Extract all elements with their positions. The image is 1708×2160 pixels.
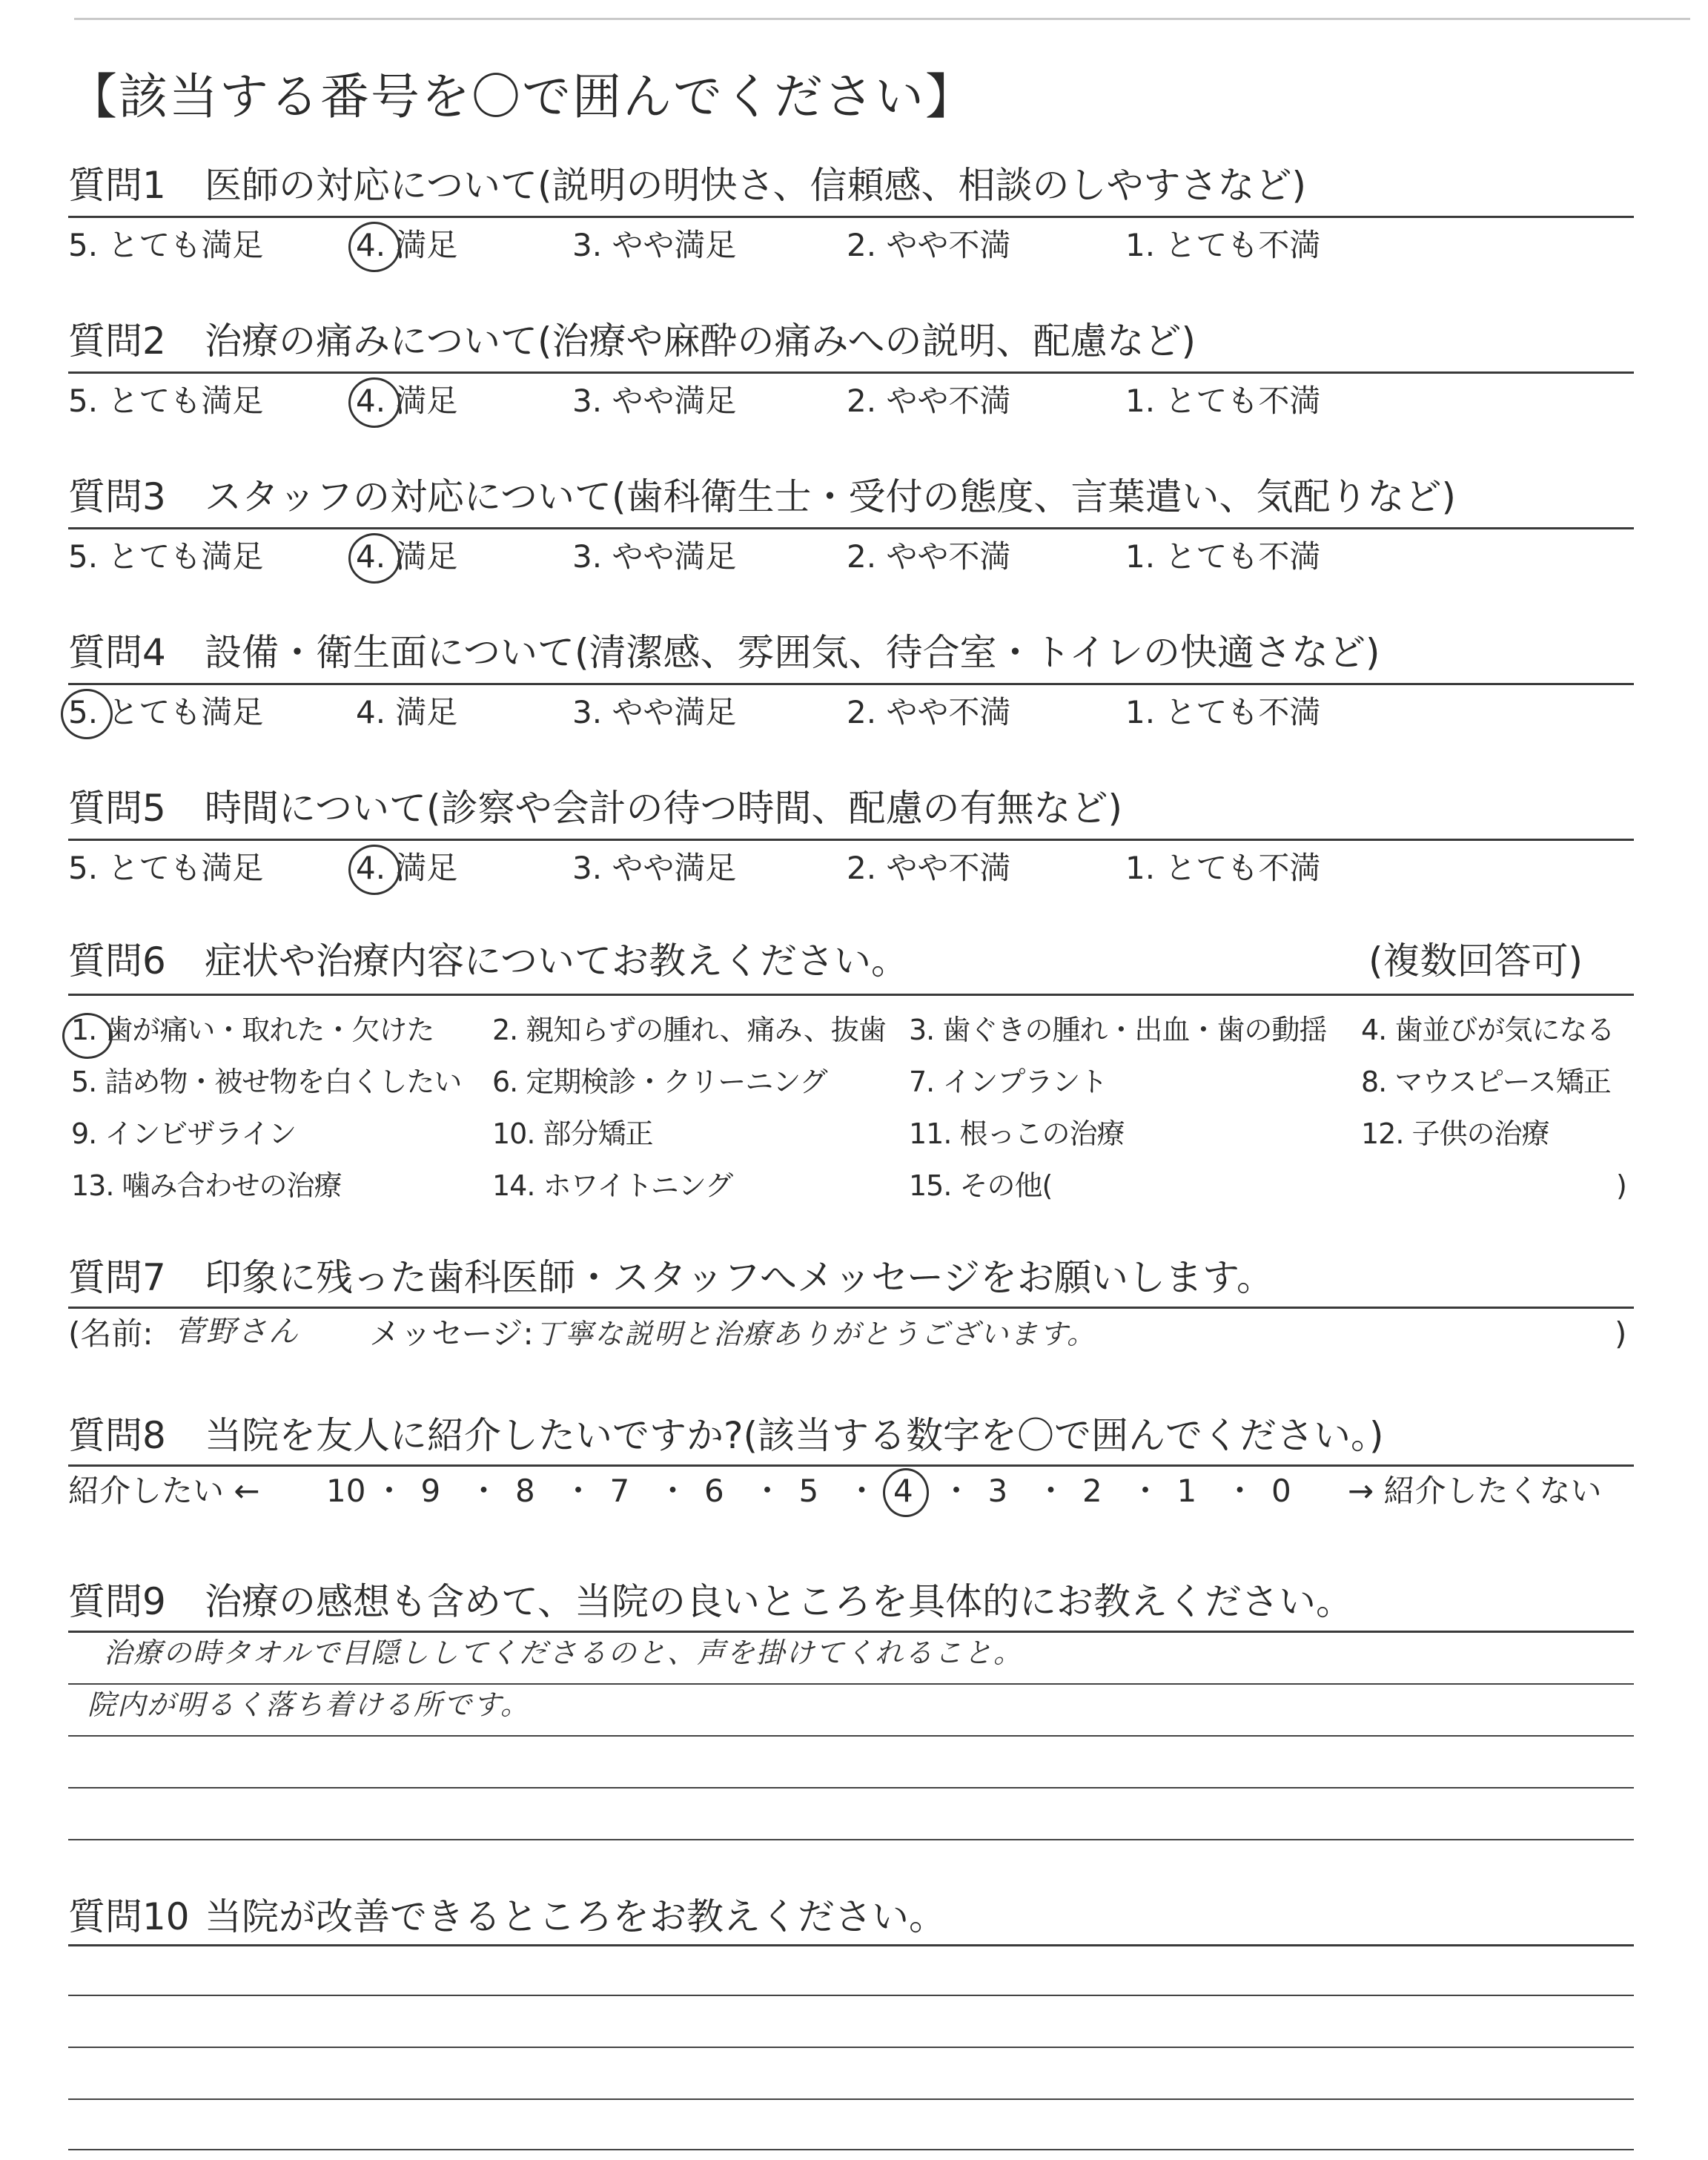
rating-option: 4. 満足 (356, 538, 458, 575)
symptom-option: 4. 歯並びが気になる (1361, 1014, 1615, 1046)
symptom-option: 8. マウスピース矯正 (1361, 1066, 1611, 1098)
answer-line-2: 院内が明るく落ち着ける所です。 (87, 1688, 530, 1721)
question-4-rule (68, 683, 1634, 685)
question-9-text: 治療の感想も含めて、当院の良いところを具体的にお教えください。 (205, 1580, 1353, 1623)
question-10-text: 当院が改善できるところをお教えください。 (205, 1895, 946, 1938)
scale-number: 2 (1082, 1473, 1102, 1509)
writing-line (68, 1839, 1634, 1840)
question-5-text: 時間について(診察や会計の待つ時間、配慮の有無など) (205, 787, 1123, 830)
question-10-rule (68, 1944, 1634, 1946)
scale-number: 4 (893, 1473, 913, 1509)
page-top-border (74, 18, 1690, 20)
question-3-rule (68, 527, 1634, 529)
rating-option: 3. やや満足 (572, 383, 737, 419)
question-2-rule (68, 371, 1634, 374)
question-10-label: 質問10 (68, 1895, 190, 1938)
question-5-label: 質問5 (68, 787, 166, 830)
question-7-rule (68, 1307, 1634, 1309)
symptom-option: 13. 噛み合わせの治療 (71, 1169, 342, 1202)
question-5-rule (68, 839, 1634, 841)
symptom-option: 7. インプラント (909, 1066, 1108, 1098)
symptom-option: 6. 定期検診・クリーニング (492, 1066, 827, 1098)
scale-number: 9 (420, 1473, 441, 1509)
rating-option: 4. 満足 (356, 694, 458, 730)
scale-separator: ・ (941, 1473, 973, 1509)
rating-option: 1. とても不満 (1125, 850, 1321, 886)
scale-separator: ・ (468, 1473, 500, 1509)
scale-separator: ・ (563, 1473, 595, 1509)
rating-option: 1. とても不満 (1125, 383, 1321, 419)
question-9-rule (68, 1631, 1634, 1633)
rating-option: 1. とても不満 (1125, 538, 1321, 575)
question-9-label: 質問9 (68, 1580, 166, 1623)
scale-separator: ・ (657, 1473, 689, 1509)
symptom-option: 2. 親知らずの腫れ、痛み、抜歯 (492, 1014, 886, 1046)
scale-number: 10 (326, 1473, 366, 1509)
question-6-text: 症状や治療内容についてお教えください。 (205, 939, 908, 982)
page-title: 【該当する番号を〇で囲んでください】 (68, 68, 976, 125)
writing-line (68, 2098, 1634, 2100)
symptom-option: 15. その他( (909, 1169, 1053, 1202)
symptom-option: 3. 歯ぐきの腫れ・出血・歯の動揺 (909, 1014, 1327, 1046)
question-8-rule (68, 1464, 1634, 1467)
question-6-label: 質問6 (68, 939, 166, 982)
writing-line (68, 1787, 1634, 1789)
rating-option: 5. とても満足 (68, 227, 264, 263)
question-6-rule (68, 994, 1634, 996)
question-7-text: 印象に残った歯科医師・スタッフへメッセージをお願いします。 (205, 1256, 1274, 1299)
recommend-left-label: 紹介したい ← (68, 1473, 260, 1509)
name-handwritten: 菅野さん (175, 1315, 299, 1349)
symptom-option: 14. ホワイトニング (492, 1169, 733, 1202)
rating-option: 3. やや満足 (572, 227, 737, 263)
symptom-option: 1. 歯が痛い・取れた・欠けた (71, 1014, 434, 1046)
scale-number: 1 (1176, 1473, 1197, 1509)
message-handwritten: 丁寧な説明と治療ありがとうございます。 (535, 1318, 1096, 1350)
scale-number: 3 (987, 1473, 1008, 1509)
rating-option: 4. 満足 (356, 383, 458, 419)
rating-option: 2. やや不満 (847, 227, 1011, 263)
rating-option: 3. やや満足 (572, 538, 737, 575)
scale-number: 5 (798, 1473, 819, 1509)
rating-option: 1. とても不満 (1125, 694, 1321, 730)
question-6-note: (複数回答可) (1368, 939, 1583, 982)
symptom-option: 11. 根っこの治療 (909, 1117, 1125, 1150)
message-label: メッセージ: (369, 1315, 534, 1352)
question-3-label: 質問3 (68, 475, 166, 518)
writing-line (68, 1735, 1634, 1737)
recommend-right-label: → 紹介したくない (1348, 1473, 1602, 1509)
writing-line (68, 2149, 1634, 2150)
question-7-label: 質問7 (68, 1256, 166, 1299)
question-4-text: 設備・衛生面について(清潔感、雰囲気、待合室・トイレの快適さなど) (205, 631, 1380, 674)
rating-option: 2. やや不満 (847, 694, 1011, 730)
scale-separator: ・ (1035, 1473, 1067, 1509)
question-8-text: 当院を友人に紹介したいですか?(該当する数字を〇で囲んでください。) (205, 1414, 1384, 1457)
symptom-option: ) (1616, 1169, 1626, 1202)
rating-option: 3. やや満足 (572, 850, 737, 886)
scale-number: 7 (609, 1473, 630, 1509)
question-3-text: スタッフの対応について(歯科衛生士・受付の態度、言葉遣い、気配りなど) (205, 475, 1457, 518)
rating-option: 4. 満足 (356, 850, 458, 886)
rating-option: 2. やや不満 (847, 383, 1011, 419)
rating-option: 1. とても不満 (1125, 227, 1321, 263)
answer-line-1: 治療の時タオルで目隠ししてくださるのと、声を掛けてくれること。 (104, 1636, 1024, 1669)
question-8-label: 質問8 (68, 1414, 166, 1457)
message-close-paren: ) (1615, 1315, 1627, 1352)
rating-option: 5. とても満足 (68, 383, 264, 419)
question-2-label: 質問2 (68, 320, 166, 363)
question-4-label: 質問4 (68, 631, 166, 674)
symptom-option: 9. インビザライン (71, 1117, 297, 1150)
scale-separator: ・ (1130, 1473, 1162, 1509)
question-1-text: 医師の対応について(説明の明快さ、信頼感、相談のしやすさなど) (205, 164, 1307, 207)
rating-option: 2. やや不満 (847, 538, 1011, 575)
rating-option: 5. とても満足 (68, 538, 264, 575)
scale-number: 8 (515, 1473, 535, 1509)
writing-line (68, 1683, 1634, 1685)
question-1-rule (68, 216, 1634, 218)
scale-number: 0 (1271, 1473, 1291, 1509)
writing-line (68, 2047, 1634, 2048)
name-label: (名前: (68, 1315, 153, 1352)
rating-option: 5. とても満足 (68, 694, 264, 730)
writing-line (68, 1995, 1634, 1996)
symptom-option: 5. 詰め物・被せ物を白くしたい (71, 1066, 462, 1098)
rating-option: 5. とても満足 (68, 850, 264, 886)
scale-separator: ・ (374, 1473, 406, 1509)
rating-option: 2. やや不満 (847, 850, 1011, 886)
scale-separator: ・ (1224, 1473, 1256, 1509)
question-2-text: 治療の痛みについて(治療や麻酔の痛みへの説明、配慮など) (205, 320, 1196, 363)
scale-number: 6 (704, 1473, 724, 1509)
symptom-option: 10. 部分矯正 (492, 1117, 653, 1150)
rating-option: 4. 満足 (356, 227, 458, 263)
question-1-label: 質問1 (68, 164, 166, 207)
scale-separator: ・ (752, 1473, 784, 1509)
rating-option: 3. やや満足 (572, 694, 737, 730)
symptom-option: 12. 子供の治療 (1361, 1117, 1549, 1150)
scale-separator: ・ (846, 1473, 878, 1509)
